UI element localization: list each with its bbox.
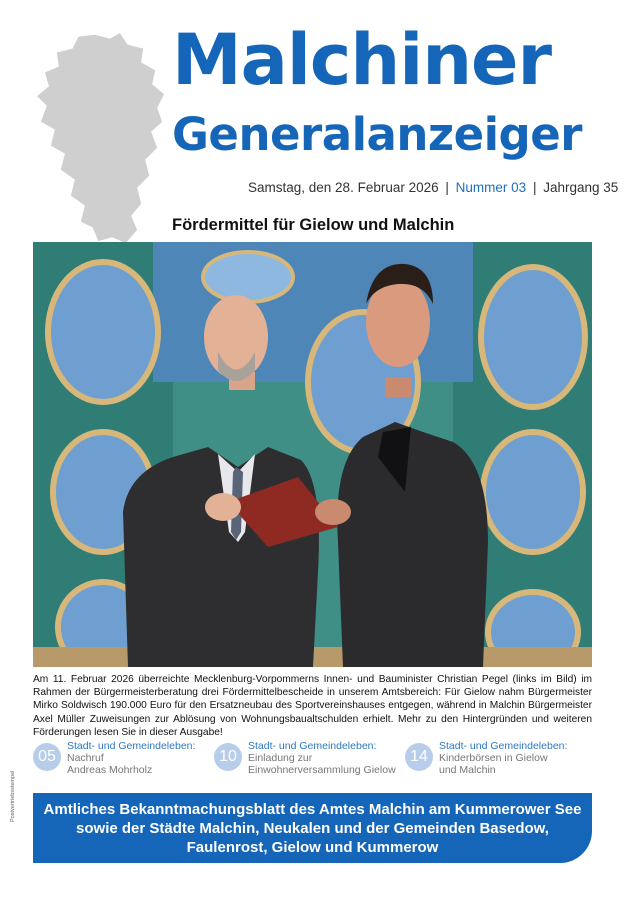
teaser-line: Nachruf bbox=[67, 752, 104, 764]
banner-line: sowie der Städte Malchin, Neukalen und der Gemeinden Basedow, bbox=[76, 819, 549, 837]
issue-dateline bbox=[248, 180, 618, 195]
teaser-line: Einwohnerversammlung Gielow bbox=[248, 764, 396, 776]
teaser-line: Einladung zur bbox=[248, 752, 313, 764]
page-number-badge: 14 bbox=[405, 743, 433, 771]
teaser-item[interactable] bbox=[405, 740, 585, 780]
masthead-subtitle: Generalanzeiger bbox=[172, 108, 582, 161]
issue-number: Nummer 03 bbox=[455, 180, 527, 195]
lead-headline: Fördermittel für Gielow und Malchin bbox=[172, 216, 455, 234]
lead-photo bbox=[33, 242, 592, 667]
banner-line: Faulenrost, Gielow und Kummerow bbox=[186, 838, 439, 856]
teaser-item[interactable] bbox=[214, 740, 394, 780]
teaser-line: und Malchin bbox=[439, 764, 496, 776]
photo-caption: Am 11. Februar 2026 überreichte Mecklenburg-Vorpommerns Innen- und Bauminister Christian Pegel (links im Bild) im Rahmen der Bürgermeisterberatung drei Fördermittelbescheide in unserem Amtsbereich: Für Gielow nahm Bürgermeister Mirko Soldwisch 190.000 Euro für den Ersatzneubau des Sportvereinshauses entgegen, während in Malchin Bürgermeister Axel Müller Zuweisungen zur Ablösung von Wohnungsbaualtschulden erhielt. Mehr zu den Hintergründen und weiteren Förderungen lesen Sie in dieser Ausgabe! bbox=[33, 674, 592, 738]
teaser-line: Andreas Mohrholz bbox=[67, 764, 153, 776]
page-number-badge: 10 bbox=[214, 743, 242, 771]
issue-volume: Jahrgang 35 bbox=[543, 180, 619, 195]
region-map-icon bbox=[32, 30, 167, 250]
teaser-heading: Stadt- und Gemeindeleben: bbox=[67, 740, 196, 752]
teaser-heading: Stadt- und Gemeindeleben: bbox=[248, 740, 377, 752]
issue-date: Samstag, den 28. Februar 2026 bbox=[248, 180, 439, 195]
banner-line: Amtliches Bekanntmachungsblatt des Amtes Malchin am Kummerower See bbox=[43, 800, 582, 818]
teaser-item[interactable] bbox=[33, 740, 213, 780]
page-number-badge: 05 bbox=[33, 743, 61, 771]
postal-stamp-note: Postvertriebsstempel bbox=[10, 770, 16, 822]
teaser-line: Kinderbörsen in Gielow bbox=[439, 752, 548, 764]
masthead-title: Malchiner bbox=[172, 19, 552, 101]
teaser-heading: Stadt- und Gemeindeleben: bbox=[439, 740, 568, 752]
separator: | bbox=[445, 180, 449, 195]
official-gazette-banner bbox=[33, 793, 592, 863]
separator: | bbox=[532, 180, 537, 195]
